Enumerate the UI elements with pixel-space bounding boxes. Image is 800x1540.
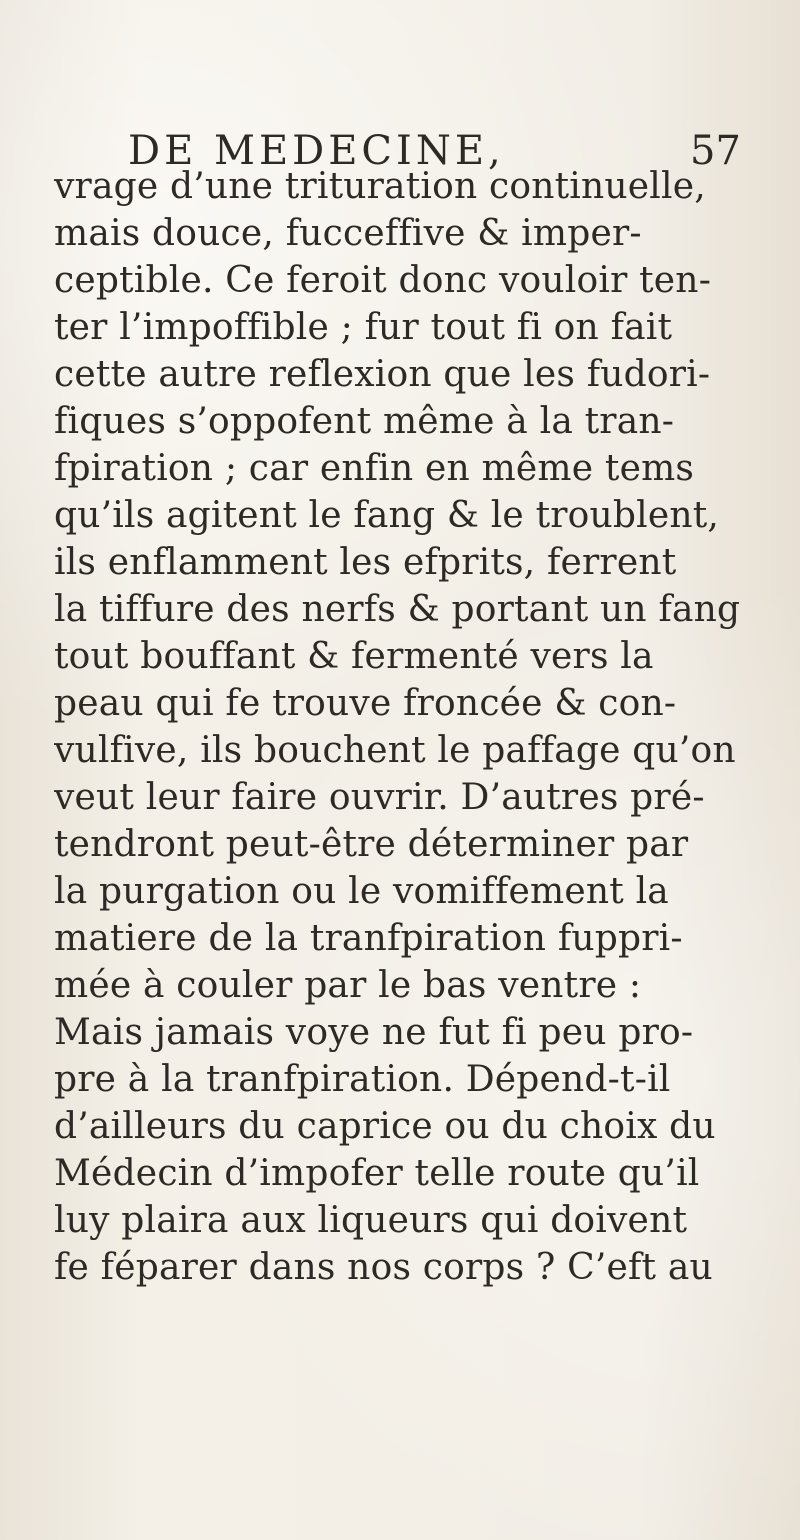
text-line: tendront peut-être déterminer par (54, 824, 689, 865)
text-line: fpiration ; car enfin en même tems (54, 448, 695, 489)
text-line: cette autre reflexion que les fudori- (54, 354, 711, 395)
text-line: vulfive, ils bouchent le paffage qu’on (54, 730, 736, 771)
text-line: la tiffure des nerfs & portant un fang (54, 589, 741, 630)
text-line: peau qui fe trouve froncée & con- (54, 683, 677, 724)
text-line: veut leur faire ouvrir. D’autres pré- (54, 777, 705, 818)
running-head: DE MEDECINE, (128, 128, 505, 174)
text-line: matiere de la tranfpiration fuppri- (54, 918, 683, 959)
page-number: 57 (690, 128, 741, 174)
text-line: qu’ils agitent le fang & le troublent, (54, 495, 720, 536)
text-line: vrage d’une trituration continuelle, (54, 166, 706, 207)
text-line: fiques s’oppofent même à la tran- (54, 401, 675, 442)
text-line: Mais jamais voye ne fut fi peu pro- (54, 1012, 694, 1053)
text-line: fe féparer dans nos corps ? C’eft au (54, 1247, 713, 1288)
text-line: ils enflamment les efprits, ferrent (54, 542, 677, 583)
text-line: tout bouffant & fermenté vers la (54, 636, 654, 677)
text-line: la purgation ou le vomiffement la (54, 871, 669, 912)
text-line: pre à la tranfpiration. Dépend-t-il (54, 1059, 671, 1100)
text-line: mée à couler par le bas ventre : (54, 965, 642, 1006)
blank-page-area (0, 1090, 800, 1540)
text-line: ceptible. Ce feroit donc vouloir ten- (54, 260, 712, 301)
text-line: luy plaira aux liqueurs qui doivent (54, 1200, 688, 1241)
text-line: mais douce, fucceffive & imper- (54, 213, 642, 254)
text-line: d’ailleurs du caprice ou du choix du (54, 1106, 716, 1147)
text-line: Médecin d’impofer telle route qu’il (54, 1153, 700, 1194)
text-line: ter l’impoffible ; fur tout fi on fait (54, 307, 673, 348)
